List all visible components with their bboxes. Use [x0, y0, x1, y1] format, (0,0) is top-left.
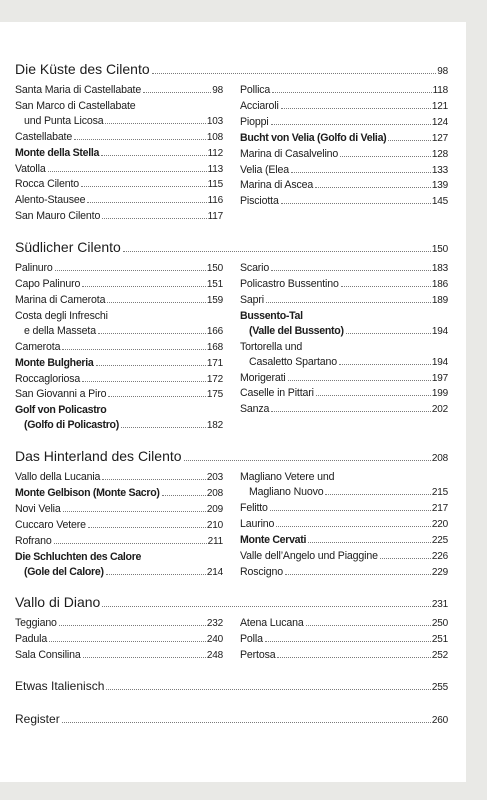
entry-page-number: 229: [431, 566, 448, 578]
section-heading[interactable]: [15, 60, 448, 81]
toc-entry[interactable]: [240, 131, 448, 147]
dot-leader: [102, 218, 206, 219]
toc-entry[interactable]: [240, 147, 448, 163]
dot-leader: [98, 333, 206, 334]
entry-page-number: 133: [431, 164, 448, 176]
entry-page-number: 151: [206, 279, 223, 291]
section-page-number: 255: [431, 682, 448, 694]
entry-label: Marina di Ascea: [240, 179, 314, 192]
right-column: [240, 83, 448, 225]
toc-entry[interactable]: [240, 501, 448, 517]
entry-label: Sapri: [240, 293, 264, 306]
toc-entry[interactable]: [15, 162, 223, 178]
entry-label: Magliano Vetere und: [240, 471, 335, 484]
entry-label: Policastro Bussentino: [240, 278, 339, 291]
entry-page-number: 248: [206, 650, 223, 662]
toc-entry[interactable]: [240, 517, 448, 533]
toc-entry[interactable]: [240, 402, 448, 418]
entry-label: Camerota: [15, 340, 61, 353]
entry-page-number: 171: [206, 357, 223, 369]
toc-entry[interactable]: [240, 355, 448, 371]
entry-page-number: 215: [431, 487, 448, 499]
entry-label: Marina di Casalvelino: [240, 147, 339, 160]
entry-label: Atena Lucana: [240, 617, 304, 630]
toc-entry[interactable]: [15, 565, 223, 581]
dot-leader: [102, 479, 206, 480]
dot-leader: [81, 186, 207, 187]
entry-columns: [15, 470, 448, 580]
dot-leader: [346, 333, 431, 334]
toc-entry[interactable]: [240, 386, 448, 402]
entry-label: Capo Palinuro: [15, 278, 81, 291]
dot-leader: [102, 606, 431, 607]
entry-label: Alento-Stausee: [15, 194, 86, 207]
dot-leader: [380, 558, 431, 559]
dot-leader: [272, 92, 431, 93]
section-title: Das Hinterland des Cilento: [15, 448, 182, 465]
toc-entry[interactable]: [15, 550, 223, 565]
entry-label: Scario: [240, 262, 270, 275]
entry-label: Polla: [240, 633, 263, 646]
dot-leader: [62, 349, 206, 350]
toc-entry[interactable]: [15, 99, 223, 114]
dot-leader: [96, 365, 206, 366]
toc-entry[interactable]: [240, 648, 448, 664]
entry-label: (Gole del Calore): [24, 565, 104, 578]
dot-leader: [63, 511, 206, 512]
dot-leader: [83, 657, 206, 658]
dot-leader: [308, 542, 431, 543]
toc-section: [15, 447, 448, 580]
dot-leader: [277, 657, 430, 658]
entry-label: Monte Bulgheria: [15, 356, 94, 369]
entry-label: Velia (Elea: [240, 163, 289, 176]
toc-entry[interactable]: [15, 518, 223, 534]
entry-page-number: 226: [431, 550, 448, 562]
entry-label: Pollica: [240, 84, 271, 96]
dot-leader: [123, 251, 431, 252]
entry-page-number: 112: [207, 147, 223, 159]
dot-leader: [55, 270, 206, 271]
dot-leader: [281, 108, 431, 109]
entry-page-number: 203: [206, 472, 223, 484]
dot-leader: [341, 286, 431, 287]
section-page-number: 231: [431, 599, 448, 611]
entry-label: Pertosa: [240, 649, 276, 662]
dot-leader: [291, 172, 431, 173]
toc-entry[interactable]: [240, 549, 448, 565]
entry-label: e della Masseta: [24, 324, 96, 337]
dot-leader: [54, 543, 207, 544]
section-title: Südlicher Cilento: [15, 239, 121, 256]
toc-entry[interactable]: [15, 356, 223, 372]
entry-label: Santa Maria di Castellabate: [15, 84, 142, 96]
dot-leader: [162, 495, 206, 496]
entry-label: (Golfo di Policastro): [24, 419, 119, 432]
entry-page-number: 182: [206, 420, 223, 432]
toc-entry[interactable]: [15, 632, 223, 648]
toc-entry[interactable]: [240, 485, 448, 501]
entry-page-number: 217: [431, 502, 448, 514]
entry-label: Sala Consilina: [15, 649, 81, 662]
entry-label: Rocca Cilento: [15, 178, 79, 191]
dot-leader: [101, 155, 207, 156]
entry-page-number: 113: [207, 163, 223, 175]
section-title: Etwas Italienisch: [15, 679, 105, 694]
toc-entry[interactable]: [15, 372, 223, 388]
toc-entry[interactable]: [240, 340, 448, 355]
entry-label: Felitto: [240, 501, 268, 514]
toc-entry[interactable]: [240, 632, 448, 648]
dot-leader: [49, 641, 206, 642]
dot-leader: [288, 380, 431, 381]
entry-label: und Punta Licosa: [24, 114, 104, 127]
dot-leader: [48, 171, 207, 172]
entry-page-number: 175: [206, 389, 223, 401]
toc-entry[interactable]: [15, 648, 223, 664]
toc-entry[interactable]: [240, 163, 448, 179]
section-heading[interactable]: [15, 593, 448, 614]
entry-page-number: 168: [206, 341, 223, 353]
entry-label: Cuccaro Vetere: [15, 518, 86, 531]
toc-entry[interactable]: [240, 83, 448, 99]
entry-page-number: 232: [206, 618, 223, 630]
toc-entry[interactable]: [240, 178, 448, 194]
right-column: [240, 261, 448, 434]
entry-page-number: 159: [206, 294, 223, 306]
entry-label: Vallo della Lucania: [15, 471, 101, 484]
entry-page-number: 127: [431, 132, 448, 144]
toc-entry[interactable]: [15, 177, 223, 193]
entry-label: San Mauro Cilento: [15, 210, 101, 223]
entry-label: Rofrano: [15, 534, 52, 547]
dot-leader: [143, 92, 211, 93]
entry-page-number: 251: [431, 634, 448, 646]
section-title: Die Küste des Cilento: [15, 61, 150, 77]
dot-leader: [306, 625, 431, 626]
toc-entry[interactable]: [15, 83, 223, 99]
entry-page-number: 210: [206, 519, 223, 531]
dot-leader: [106, 574, 206, 575]
entry-label: Laurino: [240, 517, 275, 530]
entry-label: Bucht von Velia (Golfo di Velia): [240, 131, 387, 144]
entry-page-number: 118: [432, 85, 448, 96]
entry-page-number: 128: [431, 148, 448, 160]
section-heading[interactable]: [15, 238, 448, 259]
toc-entry[interactable]: [15, 209, 223, 225]
toc-section: [15, 60, 448, 225]
entry-page-number: 250: [431, 618, 448, 630]
toc-entry[interactable]: [240, 565, 448, 581]
dot-leader: [74, 139, 206, 140]
entry-label: Acciaroli: [240, 99, 279, 112]
dot-leader: [184, 460, 431, 461]
entry-label: Magliano Nuovo: [249, 486, 324, 499]
dot-leader: [105, 123, 205, 124]
toc-entry[interactable]: [240, 194, 448, 210]
entry-label: Tortorella und: [240, 340, 303, 353]
toc-entry[interactable]: [15, 146, 223, 162]
toc-section: [15, 593, 448, 664]
section-heading[interactable]: [15, 710, 448, 730]
entry-label: Roscigno: [240, 565, 283, 578]
toc-entry[interactable]: [15, 470, 223, 486]
entry-page-number: 252: [431, 650, 448, 662]
entry-label: Marina di Camerota: [15, 293, 106, 306]
toc-entry[interactable]: [240, 324, 448, 340]
entry-page-number: 214: [206, 566, 223, 578]
dot-leader: [152, 73, 437, 74]
entry-page-number: 150: [206, 263, 223, 275]
entry-page-number: 117: [207, 211, 223, 223]
toc-entry[interactable]: [240, 261, 448, 277]
toc-entry[interactable]: [15, 114, 223, 130]
entry-label: Novi Velia: [15, 502, 61, 515]
entry-page-number: 202: [431, 404, 448, 416]
dot-leader: [62, 722, 431, 723]
toc-entry[interactable]: [240, 115, 448, 131]
toc-entry[interactable]: [240, 470, 448, 485]
entry-label: Castellabate: [15, 130, 73, 143]
entry-label: Monte Gelbison (Monte Sacro): [15, 487, 160, 500]
section-page-number: 208: [431, 453, 448, 465]
entry-page-number: 145: [431, 196, 448, 208]
dot-leader: [108, 396, 206, 397]
entry-page-number: 108: [206, 131, 223, 143]
dot-leader: [315, 187, 431, 188]
toc-entry[interactable]: [15, 486, 223, 502]
entry-label: Pioppi: [240, 115, 269, 128]
dot-leader: [121, 427, 206, 428]
entry-columns: [15, 616, 448, 664]
toc-entry[interactable]: [15, 309, 223, 324]
entry-label: Padula: [15, 633, 48, 646]
entry-label: San Marco di Castellabate: [15, 99, 136, 112]
dot-leader: [339, 364, 431, 365]
dot-leader: [388, 140, 431, 141]
entry-label: Valle dell’Angelo und Piaggine: [240, 549, 378, 562]
section-heading[interactable]: [15, 447, 448, 468]
toc-entry[interactable]: [15, 418, 223, 434]
right-column: [240, 616, 448, 664]
entry-page-number: 197: [431, 372, 448, 384]
entry-label: Golf von Policastro: [15, 404, 107, 417]
toc-entry[interactable]: [240, 99, 448, 115]
entry-label: Costa degli Infreschi: [15, 309, 108, 322]
toc-entry[interactable]: [15, 534, 223, 550]
toc-entry[interactable]: [15, 340, 223, 356]
dot-leader: [271, 124, 431, 125]
entry-page-number: 116: [207, 195, 223, 207]
entry-label: Palinuro: [15, 262, 53, 275]
dot-leader: [106, 689, 431, 690]
dot-leader: [87, 202, 206, 203]
entry-page-number: 199: [431, 388, 448, 400]
toc-entry[interactable]: [15, 293, 223, 309]
dot-leader: [265, 641, 431, 642]
entry-page-number: 209: [206, 503, 223, 515]
toc-entry[interactable]: [15, 387, 223, 403]
dot-leader: [340, 156, 431, 157]
toc-entry[interactable]: [15, 277, 223, 293]
dot-leader: [276, 526, 431, 527]
section-title: Register: [15, 712, 60, 727]
entry-label: Morigerati: [240, 371, 286, 384]
entry-label: Vatolla: [15, 162, 46, 175]
dot-leader: [270, 510, 431, 511]
section-page-number: 98: [437, 66, 448, 77]
dot-leader: [59, 625, 206, 626]
entry-page-number: 98: [212, 85, 223, 96]
entry-label: Casaletto Spartano: [249, 355, 337, 368]
entry-page-number: 172: [206, 373, 223, 385]
left-column: [15, 83, 223, 225]
book-page: [0, 22, 466, 782]
toc-entry[interactable]: [15, 193, 223, 209]
dot-leader: [82, 381, 206, 382]
left-column: [15, 470, 223, 580]
entry-page-number: 194: [431, 356, 448, 368]
entry-page-number: 220: [431, 518, 448, 530]
entry-page-number: 183: [431, 263, 448, 275]
dot-leader: [316, 395, 431, 396]
entry-label: Roccagloriosa: [15, 372, 81, 385]
toc-entry[interactable]: [15, 261, 223, 277]
dot-leader: [271, 270, 431, 271]
entry-page-number: 189: [431, 294, 448, 306]
toc-extra-section: [15, 710, 448, 730]
entry-page-number: 139: [431, 180, 448, 192]
entry-page-number: 208: [206, 488, 223, 500]
dot-leader: [281, 203, 431, 204]
section-page-number: 150: [431, 244, 448, 256]
entry-page-number: 240: [206, 634, 223, 646]
entry-columns: [15, 83, 448, 225]
entry-label: Bussento-Tal: [240, 309, 303, 322]
left-column: [15, 261, 223, 434]
right-column: [240, 470, 448, 580]
entry-page-number: 186: [431, 279, 448, 291]
toc-entry[interactable]: [15, 502, 223, 518]
section-title: Vallo di Diano: [15, 594, 101, 611]
entry-label: Teggiano: [15, 617, 57, 630]
dot-leader: [266, 302, 431, 303]
entry-page-number: 211: [207, 535, 223, 547]
toc-entry[interactable]: [240, 309, 448, 324]
entry-label: Monte della Stella: [15, 146, 100, 159]
entry-page-number: 225: [431, 534, 448, 546]
toc-entry[interactable]: [240, 371, 448, 387]
toc-entry[interactable]: [240, 533, 448, 549]
entry-page-number: 124: [431, 116, 448, 128]
dot-leader: [107, 302, 206, 303]
toc-section: [15, 238, 448, 434]
toc-extra-section: [15, 677, 448, 697]
entry-page-number: 121: [431, 100, 448, 112]
entry-label: Sanza: [240, 403, 270, 416]
toc-entry[interactable]: [15, 403, 223, 418]
section-page-number: 260: [431, 715, 448, 727]
entry-columns: [15, 261, 448, 434]
toc-entry[interactable]: [240, 616, 448, 632]
entry-label: Caselle in Pittari: [240, 387, 314, 400]
entry-label: San Giovanni a Piro: [15, 388, 107, 401]
toc-entry[interactable]: [15, 130, 223, 146]
entry-label: (Valle del Bussento): [249, 324, 344, 337]
toc-entry[interactable]: [15, 616, 223, 632]
toc-entry[interactable]: [240, 277, 448, 293]
dot-leader: [285, 574, 431, 575]
table-of-contents: [15, 60, 448, 743]
left-column: [15, 616, 223, 664]
entry-page-number: 115: [207, 179, 223, 191]
dot-leader: [82, 286, 206, 287]
section-heading[interactable]: [15, 677, 448, 697]
entry-page-number: 194: [431, 325, 448, 337]
entry-label: Die Schluchten des Calore: [15, 550, 142, 563]
dot-leader: [88, 527, 206, 528]
dot-leader: [271, 411, 431, 412]
entry-page-number: 166: [206, 325, 223, 337]
entry-page-number: 103: [206, 115, 223, 127]
toc-entry[interactable]: [240, 293, 448, 309]
toc-entry[interactable]: [15, 324, 223, 340]
entry-label: Monte Cervati: [240, 533, 307, 546]
entry-label: Pisciotta: [240, 195, 279, 208]
dot-leader: [325, 494, 430, 495]
